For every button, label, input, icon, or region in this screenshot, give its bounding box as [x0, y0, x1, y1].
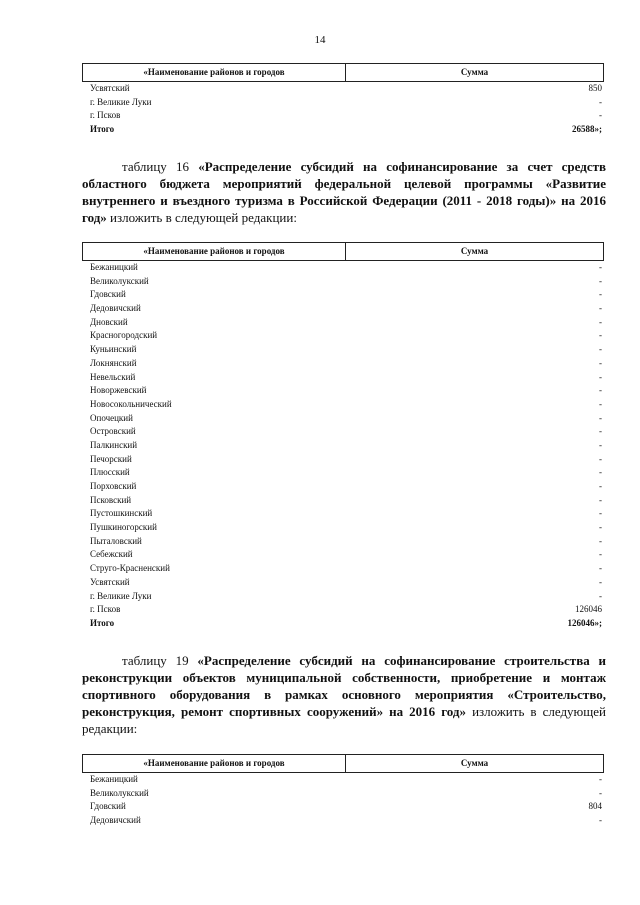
table-row [82, 329, 604, 343]
row-district-name: Гдовский [90, 801, 126, 812]
row-sum-value: - [599, 590, 602, 601]
row-district-name: Гдовский [90, 289, 126, 300]
table-row [82, 494, 604, 508]
row-sum-value: 126046»; [567, 617, 602, 628]
row-sum-value: - [599, 774, 602, 784]
row-district-name: Новосокольнический [90, 398, 172, 409]
table-row [82, 82, 604, 96]
table-tourism-subsidy [82, 242, 604, 631]
row-district-name: Куньинский [90, 344, 137, 355]
row-sum-value: - [599, 289, 602, 300]
row-sum-value: - [599, 508, 602, 519]
row-sum-value: - [599, 412, 602, 423]
table-row [82, 466, 604, 480]
table-row [82, 371, 604, 385]
row-district-name: Струго-Красненский [90, 563, 170, 574]
row-district-name: Печорский [90, 453, 132, 464]
row-sum-value: - [599, 371, 602, 382]
row-district-name: Красногородский [90, 330, 158, 341]
para-tail: изложить в следующей редакции: [82, 704, 607, 736]
row-district-name: г. Великие Луки [90, 96, 152, 107]
table-row [82, 521, 604, 535]
table-row [82, 603, 604, 617]
row-district-name: Дедовичский [90, 815, 141, 826]
table-row [82, 412, 604, 426]
para-title: «Распределение субсидий на софинансирование за счет средств областного бюджета мероприятий федеральной целевой программы «Развитие внутреннего и въездного туризма в Российской Федерации (2011 - 2018 годы)» на 2016 год» [82, 159, 607, 225]
row-district-name: Великолукский [90, 275, 149, 286]
table-row [82, 384, 604, 398]
table-total-row [82, 123, 604, 137]
row-sum-value: - [599, 563, 602, 574]
table-rows [82, 261, 604, 631]
row-district-name: Усвятский [90, 576, 130, 587]
row-district-name: Итого [90, 124, 115, 135]
row-sum-value: - [599, 426, 602, 437]
table-row [82, 357, 604, 371]
row-sum-value: - [599, 576, 602, 587]
row-district-name: Плюсский [90, 467, 130, 478]
row-district-name: Бежаницкий [90, 774, 138, 784]
table-rows [82, 773, 604, 828]
row-district-name: г. Псков [90, 110, 121, 121]
table-subsidy-continued [82, 63, 604, 137]
row-sum-value: - [599, 522, 602, 533]
row-district-name: г. Великие Луки [90, 590, 152, 601]
header-district: «Наименование районов и городов [83, 755, 346, 772]
row-district-name: Псковский [90, 494, 132, 505]
header-sum: Сумма [460, 67, 489, 77]
paragraph-table-19 [82, 652, 606, 737]
row-sum-value: - [599, 344, 602, 355]
row-district-name: Пыталовский [90, 535, 142, 546]
table-row [82, 800, 604, 814]
table-row [82, 507, 604, 521]
row-district-name: Островский [90, 426, 136, 437]
para-lead: таблицу 19 [122, 653, 189, 668]
table-header [82, 242, 604, 261]
table-row [82, 562, 604, 576]
row-sum-value: - [599, 262, 602, 272]
header-sum: Сумма [460, 758, 489, 768]
row-district-name: Себежский [90, 549, 133, 560]
row-district-name: Палкинский [90, 439, 138, 450]
page-number: 14 [314, 34, 326, 46]
header-district: «Наименование районов и городов [83, 64, 346, 81]
row-district-name: Невельский [90, 371, 136, 382]
table-row [82, 275, 604, 289]
table-row [82, 288, 604, 302]
table-row [82, 814, 604, 828]
table-row [82, 398, 604, 412]
row-sum-value: - [599, 275, 602, 286]
table-row [82, 261, 604, 275]
table-row [82, 576, 604, 590]
table-rows [82, 82, 604, 137]
row-sum-value: 26588»; [572, 124, 602, 135]
row-district-name: Итого [90, 617, 115, 628]
row-sum-value: - [599, 96, 602, 107]
row-sum-value: - [599, 330, 602, 341]
table-row [82, 96, 604, 110]
row-sum-value: - [599, 110, 602, 121]
table-header [82, 63, 604, 82]
row-sum-value: - [599, 439, 602, 450]
row-district-name: Дедовичский [90, 303, 141, 314]
para-tail: изложить в следующей редакции: [110, 210, 297, 225]
table-total-row [82, 617, 604, 631]
table-row [82, 548, 604, 562]
header-district: «Наименование районов и городов [83, 243, 346, 260]
row-district-name: Бежаницкий [90, 262, 138, 272]
para-title: «Распределение субсидий на софинансирование строительства и реконструкции объектов муниципальной собственности, приобретение и монтаж спортивного оборудования в рамках основного мероприятия «Строительство, реконструкция, ремонт спортивных сооружений» на 2016 год» [82, 653, 607, 719]
table-row [82, 302, 604, 316]
row-sum-value: - [599, 815, 602, 826]
table-row [82, 590, 604, 604]
row-district-name: Усвятский [90, 83, 130, 93]
table-row [82, 773, 604, 787]
row-sum-value: - [599, 481, 602, 491]
row-district-name: г. Псков [90, 604, 121, 615]
row-sum-value: - [599, 357, 602, 368]
row-district-name: Дновский [90, 316, 128, 327]
table-row [82, 787, 604, 801]
row-sum-value: - [599, 303, 602, 314]
row-sum-value: - [599, 316, 602, 327]
row-district-name: Великолукский [90, 787, 149, 798]
row-sum-value: 850 [588, 83, 602, 93]
table-row [82, 316, 604, 330]
table-header [82, 754, 604, 773]
row-sum-value: - [599, 535, 602, 546]
row-sum-value: - [599, 787, 602, 798]
row-district-name: Локнянский [90, 357, 137, 368]
table-row [82, 343, 604, 357]
row-sum-value: 804 [588, 801, 602, 812]
table-row [82, 425, 604, 439]
row-sum-value: - [599, 453, 602, 464]
table-sports-subsidy [82, 754, 604, 828]
row-district-name: Пустошкинский [90, 508, 153, 519]
para-lead: таблицу 16 [122, 159, 189, 174]
row-sum-value: - [599, 494, 602, 505]
table-row [82, 453, 604, 467]
row-district-name: Пушкиногорский [90, 522, 157, 533]
table-row [82, 439, 604, 453]
row-sum-value: - [599, 467, 602, 478]
table-row [82, 109, 604, 123]
row-district-name: Опочецкий [90, 412, 133, 423]
row-sum-value: - [599, 398, 602, 409]
table-row [82, 480, 604, 494]
table-row [82, 535, 604, 549]
row-district-name: Порховский [90, 481, 137, 491]
row-sum-value: - [599, 549, 602, 560]
header-sum: Сумма [460, 246, 489, 256]
row-sum-value: 126046 [575, 604, 602, 615]
row-district-name: Новоржевский [90, 385, 147, 396]
paragraph-table-16 [82, 158, 606, 226]
row-sum-value: - [599, 385, 602, 396]
